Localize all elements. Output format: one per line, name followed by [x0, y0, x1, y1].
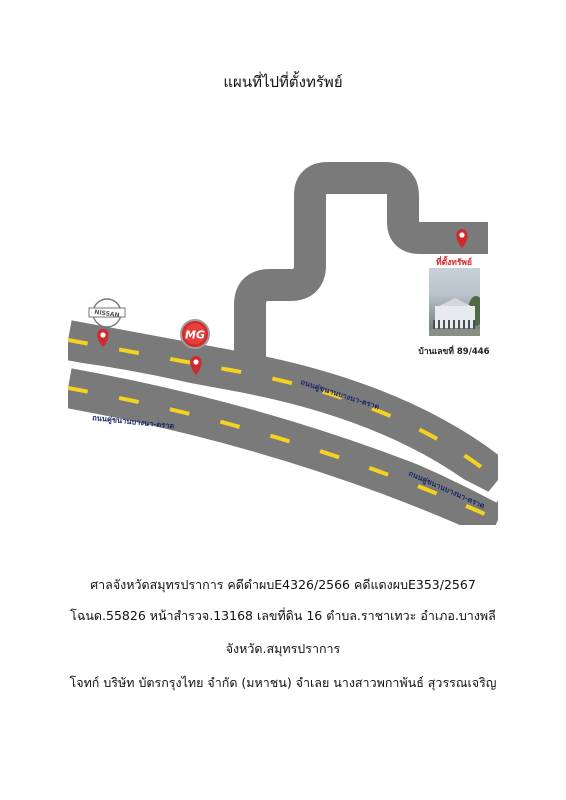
- mg-logo: [181, 320, 209, 348]
- parties-line: โจทก์ บริษัท บัตรกรุงไทย จำกัด (มหาชน) จำเลย นางสาวพกาพันธ์ สุวรรณเจริญ: [69, 675, 497, 690]
- property-photo: [429, 268, 480, 336]
- svg-text:MG: MG: [185, 328, 205, 342]
- province-line: จังหวัด.สมุทรปราการ: [225, 641, 341, 656]
- road-label-lower-left: ถนนคู่ขนานบางนา-ตราด: [91, 413, 175, 431]
- road-label-upper: ถนนคู่ขนานบางนา-ตราด: [299, 377, 381, 412]
- nissan-logo: [89, 299, 125, 327]
- property-label: ที่ตั้งทรัพย์: [435, 258, 473, 268]
- page-title: แผนที่ไปที่ตั้งทรัพย์: [223, 73, 343, 91]
- court-case-line: ศาลจังหวัดสมุทรปราการ คดีดำผบE4326/2566 คดีแดงผบE353/2567: [90, 577, 476, 592]
- road-label-lower-right: ถนนคู่ขนานบางนา-ตราด: [407, 468, 487, 511]
- house-number-label: บ้านเลขที่ 89/446: [418, 347, 490, 357]
- svg-text:NISSAN: NISSAN: [93, 308, 120, 320]
- title-deed-line: โฉนด.55826 หน้าสำรวจ.13168 เลขที่ดิน 16 ตำบล.ราชาเทวะ อำเภอ.บางพลี: [70, 608, 496, 623]
